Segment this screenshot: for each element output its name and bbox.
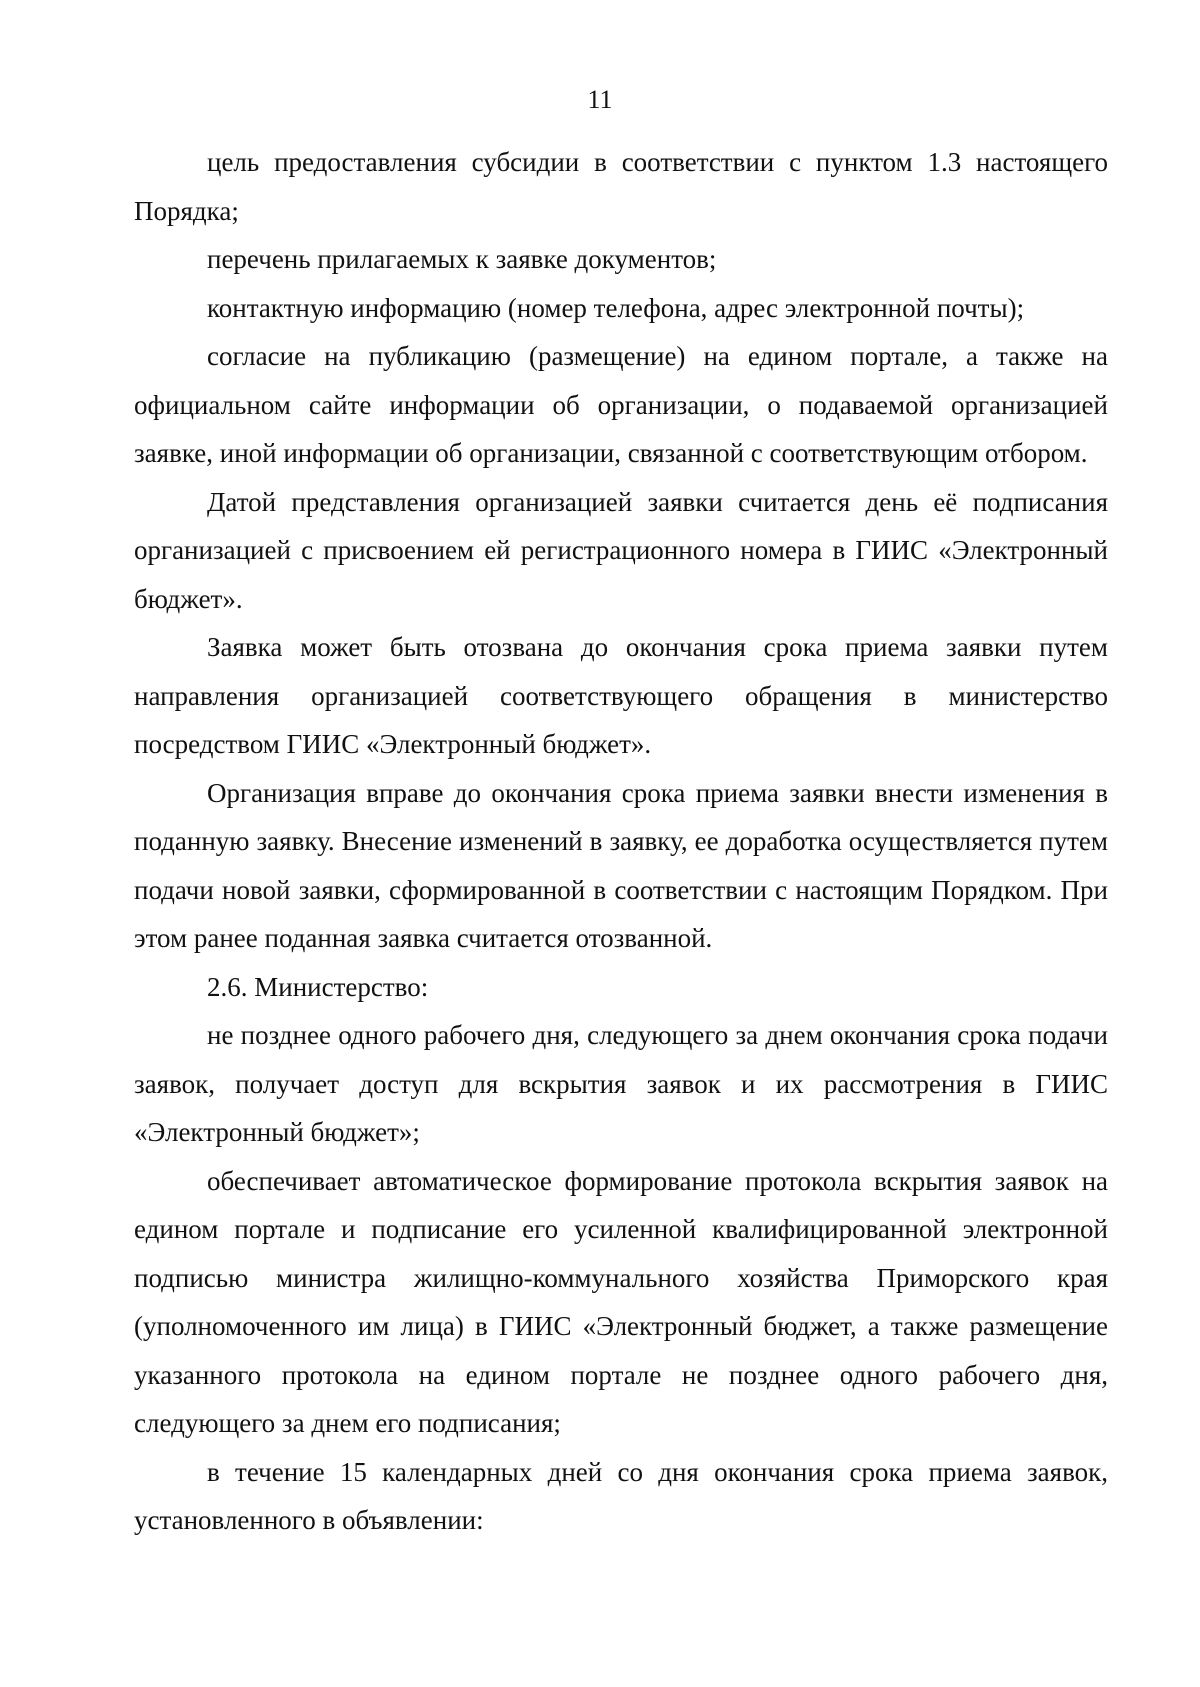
paragraph-publication-consent: согласие на публикацию (размещение) на едином портале, а также на официальном сайте информации об организации, о подаваемой организацией заявке, иной информации об организации, связанной с соответствующим отбором. [134, 341, 1108, 468]
section-heading-2-6: 2.6. Министерство: [207, 971, 429, 1002]
paragraph-subsidy-purpose: цель предоставления субсидии в соответствии с пунктом 1.3 настоящего Порядка; [134, 147, 1108, 226]
paragraph-documents-list: перечень прилагаемых к заявке документов; [207, 244, 717, 274]
document-body [134, 138, 1108, 1545]
paragraph-contact-info: контактную информацию (номер телефона, адрес электронной почты); [207, 292, 1025, 323]
paragraph-protocol: обеспечивает автоматическое формирование протокола вскрытия заявок на едином портале и подписание его усиленной квалифицированной электронной подписью министра жилищно-коммунального хозяйства Приморского края (уполномоченного им лица) в ГИИС «Электронный бюджет, а также размещение указанного протокола на едином портале не позднее одного рабочего дня, следующего за днем его подписания; [134, 1165, 1108, 1438]
paragraph-withdrawal: Заявка может быть отозвана до окончания срока приема заявки путем направления организацией соответствующего обращения в министерство посредством ГИИС «Электронный бюджет». [134, 632, 1108, 759]
paragraph-changes: Организация вправе до окончания срока приема заявки внести изменения в поданную заявку. Внесение изменений в заявку, ее доработка осуществляется путем подачи новой заявки, сформированной в соответствии с настоящим Порядком. При этом ранее поданная заявка считается отозванной. [134, 777, 1108, 953]
paragraph-access-opening: не позднее одного рабочего дня, следующего за днем окончания срока подачи заявок, получает доступ для вскрытия заявок и их рассмотрения в ГИИС «Электронный бюджет»; [134, 1020, 1108, 1147]
paragraph-submission-date: Датой представления организацией заявки считается день её подписания организацией с присвоением ей регистрационного номера в ГИИС «Электронный бюджет». [134, 486, 1108, 614]
paragraph-review-period: в течение 15 календарных дней со дня окончания срока приема заявок, установленного в объявлении: [134, 1456, 1108, 1535]
page-number: 11 [587, 85, 613, 114]
